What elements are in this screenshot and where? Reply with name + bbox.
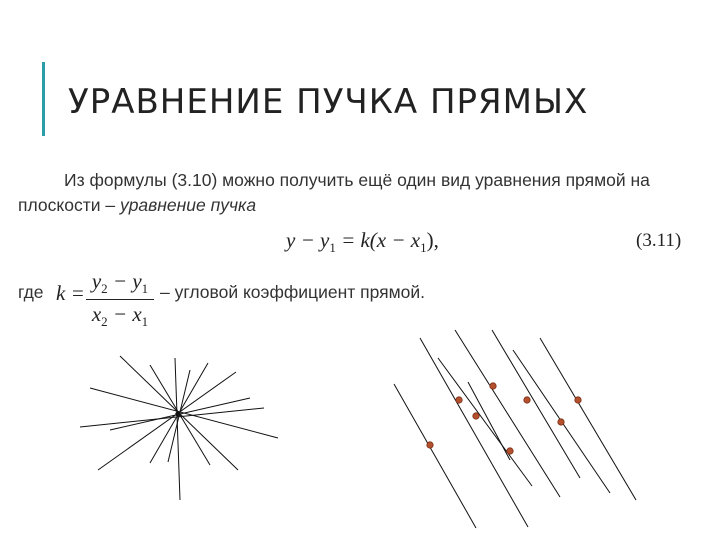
point-marker	[575, 397, 581, 403]
where-suffix: – угловой коэффициент прямой.	[160, 282, 426, 302]
marked-points	[427, 383, 581, 454]
paragraph-line-1: Из формулы (3.10) можно получить ещё один вид уравнения прямой на	[64, 170, 650, 190]
point-marker	[524, 397, 530, 403]
equation-number: (3.11)	[636, 230, 682, 251]
parallel-line	[455, 330, 560, 497]
point-marker	[507, 448, 513, 454]
point-marker	[490, 383, 496, 389]
parallel-line	[468, 382, 510, 460]
paragraph-line-2-prefix: плоскости –	[18, 195, 120, 215]
k-symbol: k =	[56, 281, 85, 305]
parallel-lines-figure	[394, 330, 636, 528]
point-marker	[558, 419, 564, 425]
central-pencil-figure	[80, 356, 278, 500]
parallel-line	[394, 384, 476, 528]
slope-numerator: $y_2 - y_1$	[86, 269, 154, 300]
pencil-center-point	[176, 412, 180, 416]
pencil-equation: $y - y_1 = k(x - x_1)$,	[286, 228, 439, 255]
point-marker	[456, 397, 462, 403]
slide-title: УРАВНЕНИЕ ПУЧКА ПРЯМЫХ	[68, 82, 589, 122]
parallel-line	[492, 330, 580, 478]
term-pencil-equation: уравнение пучка	[119, 195, 257, 215]
where-prefix: где	[18, 282, 44, 302]
parallel-line	[540, 338, 636, 500]
point-marker	[427, 442, 433, 448]
parallel-line	[420, 338, 528, 527]
slope-denominator: $x_2 - x_1$	[91, 302, 149, 329]
point-marker	[473, 413, 479, 419]
